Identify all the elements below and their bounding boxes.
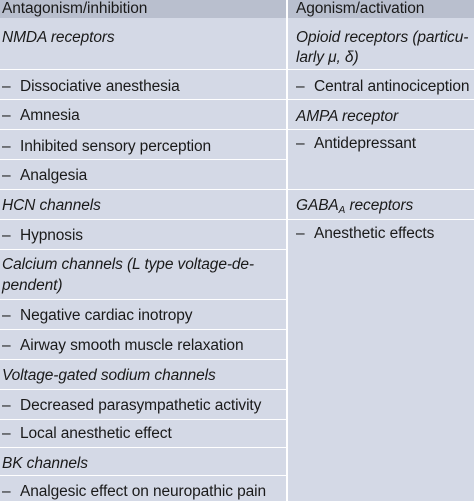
- bullet-dash: –: [2, 107, 11, 124]
- left-heading-calcium: Calcium channels (L type voltage-de-: [2, 256, 254, 273]
- left-item-dissociative-anesthesia: Dissociative anesthesia: [20, 78, 180, 95]
- bullet-dash: –: [2, 78, 11, 95]
- row-divider: [288, 69, 474, 70]
- bullet-dash: –: [2, 397, 11, 414]
- left-item-airway-smooth-muscle: Airway smooth muscle relaxation: [20, 337, 244, 354]
- bullet-dash: –: [2, 337, 11, 354]
- bullet-dash: –: [2, 227, 11, 244]
- right-heading-opioid-line2: larly μ, δ): [296, 49, 359, 66]
- gaba-text: GABA: [296, 197, 339, 214]
- left-item-amnesia: Amnesia: [20, 107, 80, 124]
- row-divider: [288, 129, 474, 130]
- row-divider: [288, 189, 474, 190]
- left-item-decreased-parasympathetic: Decreased parasympathetic activity: [20, 397, 262, 414]
- left-heading-sodium: Voltage-gated sodium channels: [2, 367, 216, 384]
- header-agonism: Agonism/activation: [296, 0, 425, 17]
- right-heading-ampa: AMPA receptor: [296, 108, 399, 125]
- bullet-dash: –: [2, 138, 11, 155]
- row-divider: [0, 129, 286, 130]
- row-divider: [0, 219, 286, 220]
- right-item-central-antinociception: Central antinociception: [314, 78, 470, 95]
- row-divider: [0, 249, 286, 250]
- bullet-dash: –: [2, 307, 11, 324]
- row-divider: [0, 447, 286, 448]
- left-heading-nmda: NMDA receptors: [2, 29, 115, 46]
- row-divider: [0, 419, 286, 420]
- bullet-dash: –: [2, 167, 11, 184]
- left-item-analgesia: Analgesia: [20, 167, 88, 184]
- row-divider: [288, 219, 474, 220]
- row-divider: [0, 475, 286, 476]
- row-divider: [0, 329, 286, 330]
- row-divider: [0, 159, 286, 160]
- right-heading-gaba: [296, 196, 413, 215]
- bullet-dash: –: [296, 135, 305, 152]
- row-divider: [288, 99, 474, 100]
- row-divider: [0, 99, 286, 100]
- left-item-inhibited-sensory-perception: Inhibited sensory perception: [20, 138, 212, 155]
- left-item-hypnosis: Hypnosis: [20, 227, 83, 244]
- column-divider: [286, 0, 288, 501]
- bullet-dash: –: [296, 225, 305, 242]
- left-heading-calcium-line2: pendent): [2, 277, 63, 294]
- row-divider: [0, 69, 286, 70]
- gaba-text-after: receptors: [345, 197, 414, 214]
- row-divider: [0, 389, 286, 390]
- right-heading-opioid: Opioid receptors (particu-: [296, 29, 469, 46]
- left-item-neuropathic-pain: Analgesic effect on neuropathic pain: [20, 483, 267, 500]
- row-divider: [0, 189, 286, 190]
- header-antagonism: Antagonism/inhibition: [2, 0, 148, 17]
- bullet-dash: –: [296, 78, 305, 95]
- left-item-negative-cardiac-inotropy: Negative cardiac inotropy: [20, 307, 193, 324]
- gaba-subscript: A: [338, 205, 346, 216]
- row-divider: [0, 359, 286, 360]
- bullet-dash: –: [2, 425, 11, 442]
- bullet-dash: –: [2, 483, 11, 500]
- left-heading-bk: BK channels: [2, 455, 88, 472]
- left-heading-hcn: HCN channels: [2, 197, 101, 214]
- row-divider: [0, 299, 286, 300]
- right-item-antidepressant: Antidepressant: [314, 135, 416, 152]
- left-item-local-anesthetic: Local anesthetic effect: [20, 425, 172, 442]
- right-item-anesthetic-effects: Anesthetic effects: [314, 225, 435, 242]
